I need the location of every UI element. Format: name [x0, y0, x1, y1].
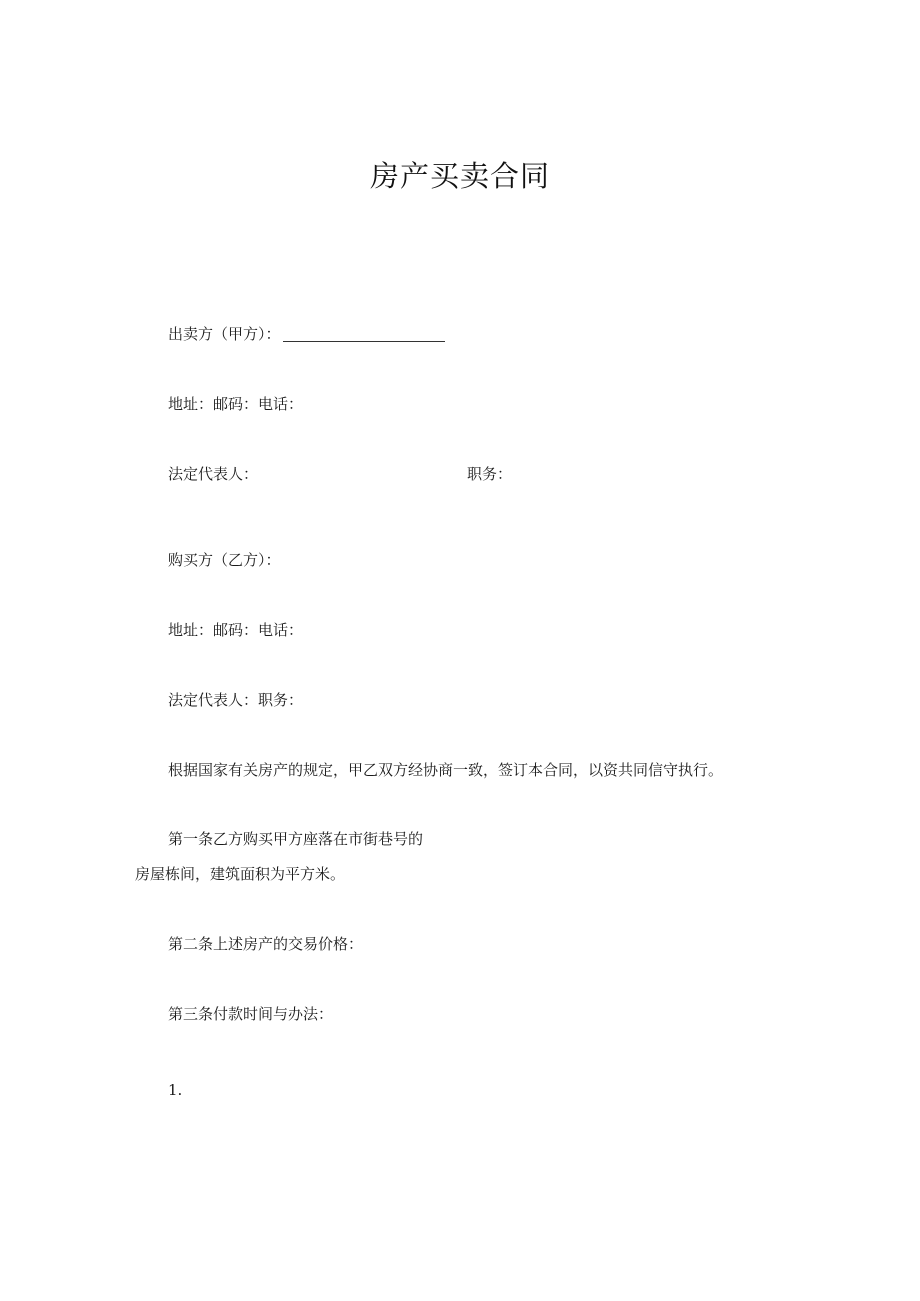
preamble-paragraph: 根据国家有关房产的规定，甲乙双方经协商一致，签订本合同，以资共同信守执行。 — [168, 761, 724, 779]
buyer-rep-position-line: 法定代表人：职务： — [168, 691, 304, 709]
seller-label: 出卖方（甲方）： — [168, 325, 281, 343]
article-3: 第三条付款时间与办法： — [168, 1005, 334, 1023]
page-title: 房产买卖合同 — [369, 159, 550, 193]
article-2: 第二条上述房产的交易价格： — [168, 935, 364, 953]
article-1-line-2: 房屋栋间，建筑面积为平方米。 — [135, 865, 346, 883]
article-1-line-1: 第一条乙方购买甲方座落在市街巷号的 — [168, 830, 424, 848]
item-1: 1. — [168, 1081, 183, 1099]
seller-name-blank — [283, 340, 445, 342]
seller-address-line: 地址：邮码：电话： — [168, 395, 304, 413]
seller-position-label: 职务： — [467, 465, 513, 483]
buyer-line: 购买方（乙方）： — [168, 551, 281, 569]
seller-rep-label: 法定代表人： — [168, 465, 259, 483]
seller-line — [168, 324, 445, 344]
buyer-address-line: 地址：邮码：电话： — [168, 621, 304, 639]
